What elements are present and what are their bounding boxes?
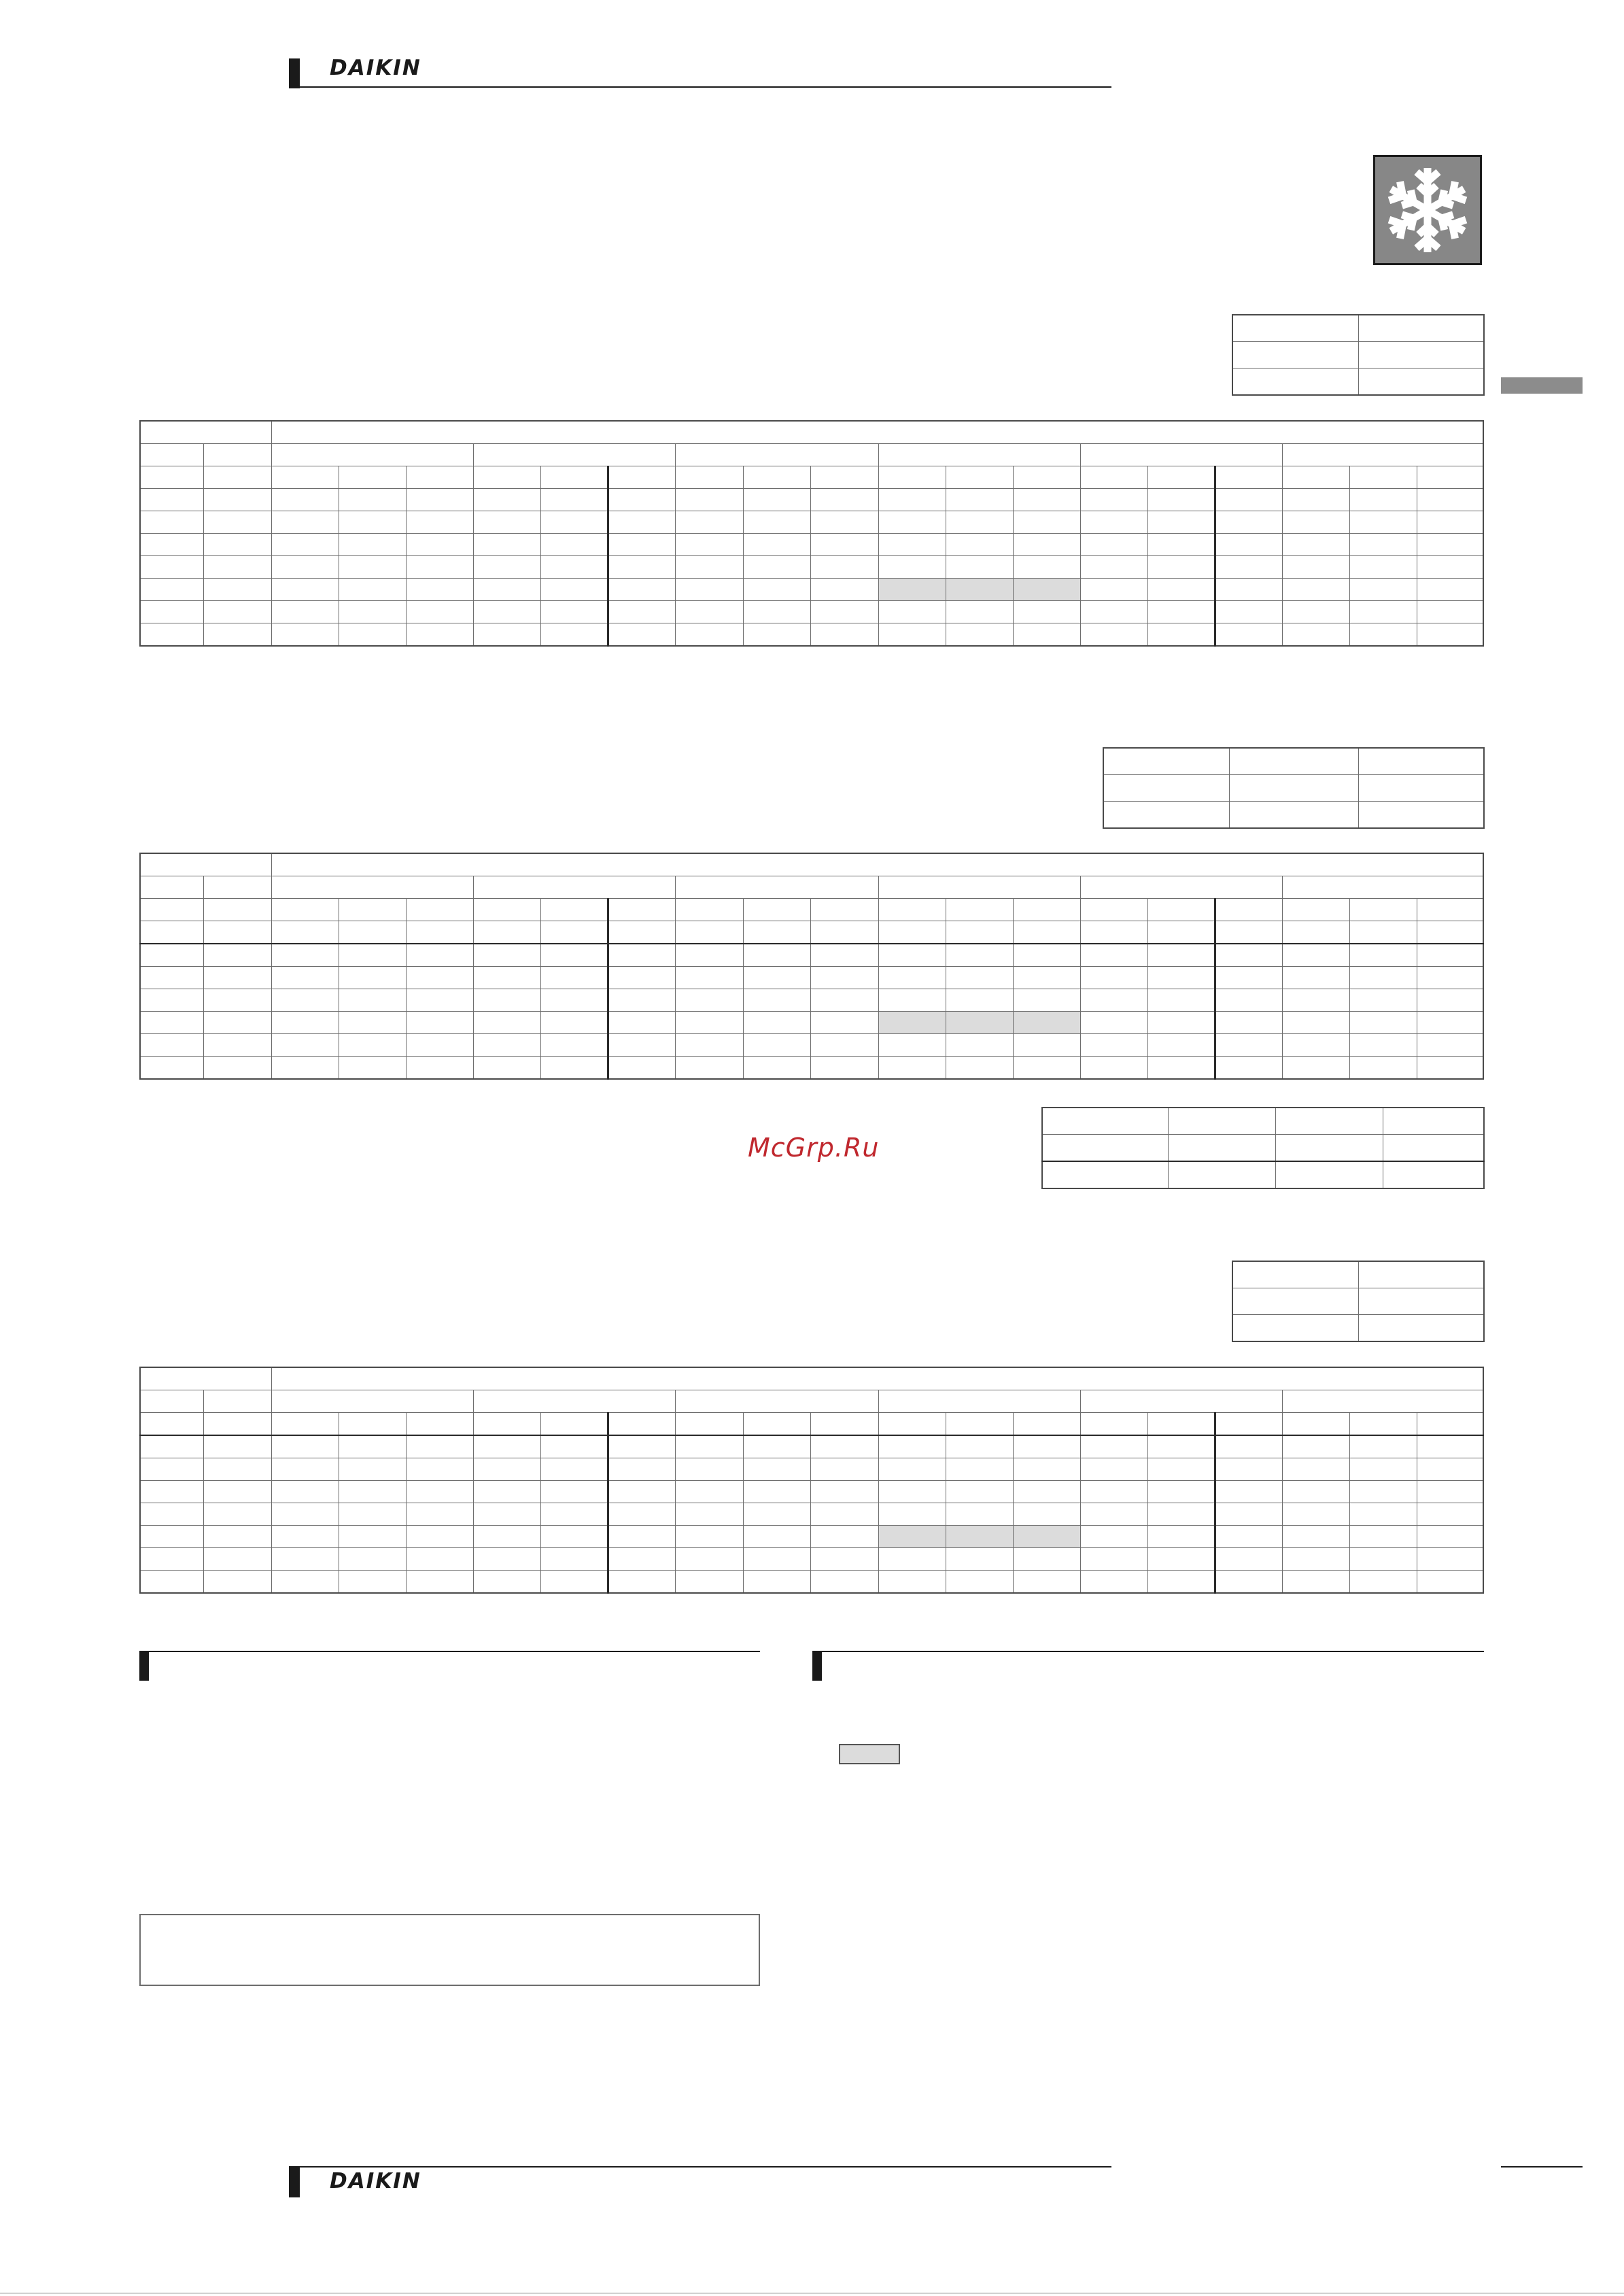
footer-page-rule <box>1501 2166 1583 2168</box>
footer-brand-bar <box>289 2168 300 2197</box>
spec-table-4 <box>1232 1261 1485 1342</box>
legend-section-bar <box>812 1651 822 1681</box>
notes-section-bar <box>139 1651 149 1681</box>
header-brand-bar <box>289 58 300 88</box>
snowflake-icon-box <box>1373 155 1482 265</box>
legend-section-rule <box>812 1651 1484 1652</box>
spec-table-3 <box>1041 1107 1485 1189</box>
notes-section-rule <box>139 1651 760 1652</box>
footer-logo: DAIKIN <box>330 2169 421 2193</box>
header-logo: DAIKIN <box>330 56 421 80</box>
page-bottom-line <box>0 2293 1624 2294</box>
capacity-table-2 <box>139 853 1484 1080</box>
shaded-legend-swatch <box>839 1744 900 1764</box>
snowflake-icon <box>1375 157 1480 263</box>
spec-table-2 <box>1103 747 1485 829</box>
watermark-text: McGrp.Ru <box>748 1133 880 1163</box>
footer-rule <box>289 2166 1111 2168</box>
note-box <box>139 1914 760 1986</box>
header-rule <box>289 86 1111 88</box>
section-side-tab <box>1501 377 1583 394</box>
spec-table-1 <box>1232 314 1485 396</box>
capacity-table-3 <box>139 1367 1484 1594</box>
capacity-table-1 <box>139 420 1484 647</box>
